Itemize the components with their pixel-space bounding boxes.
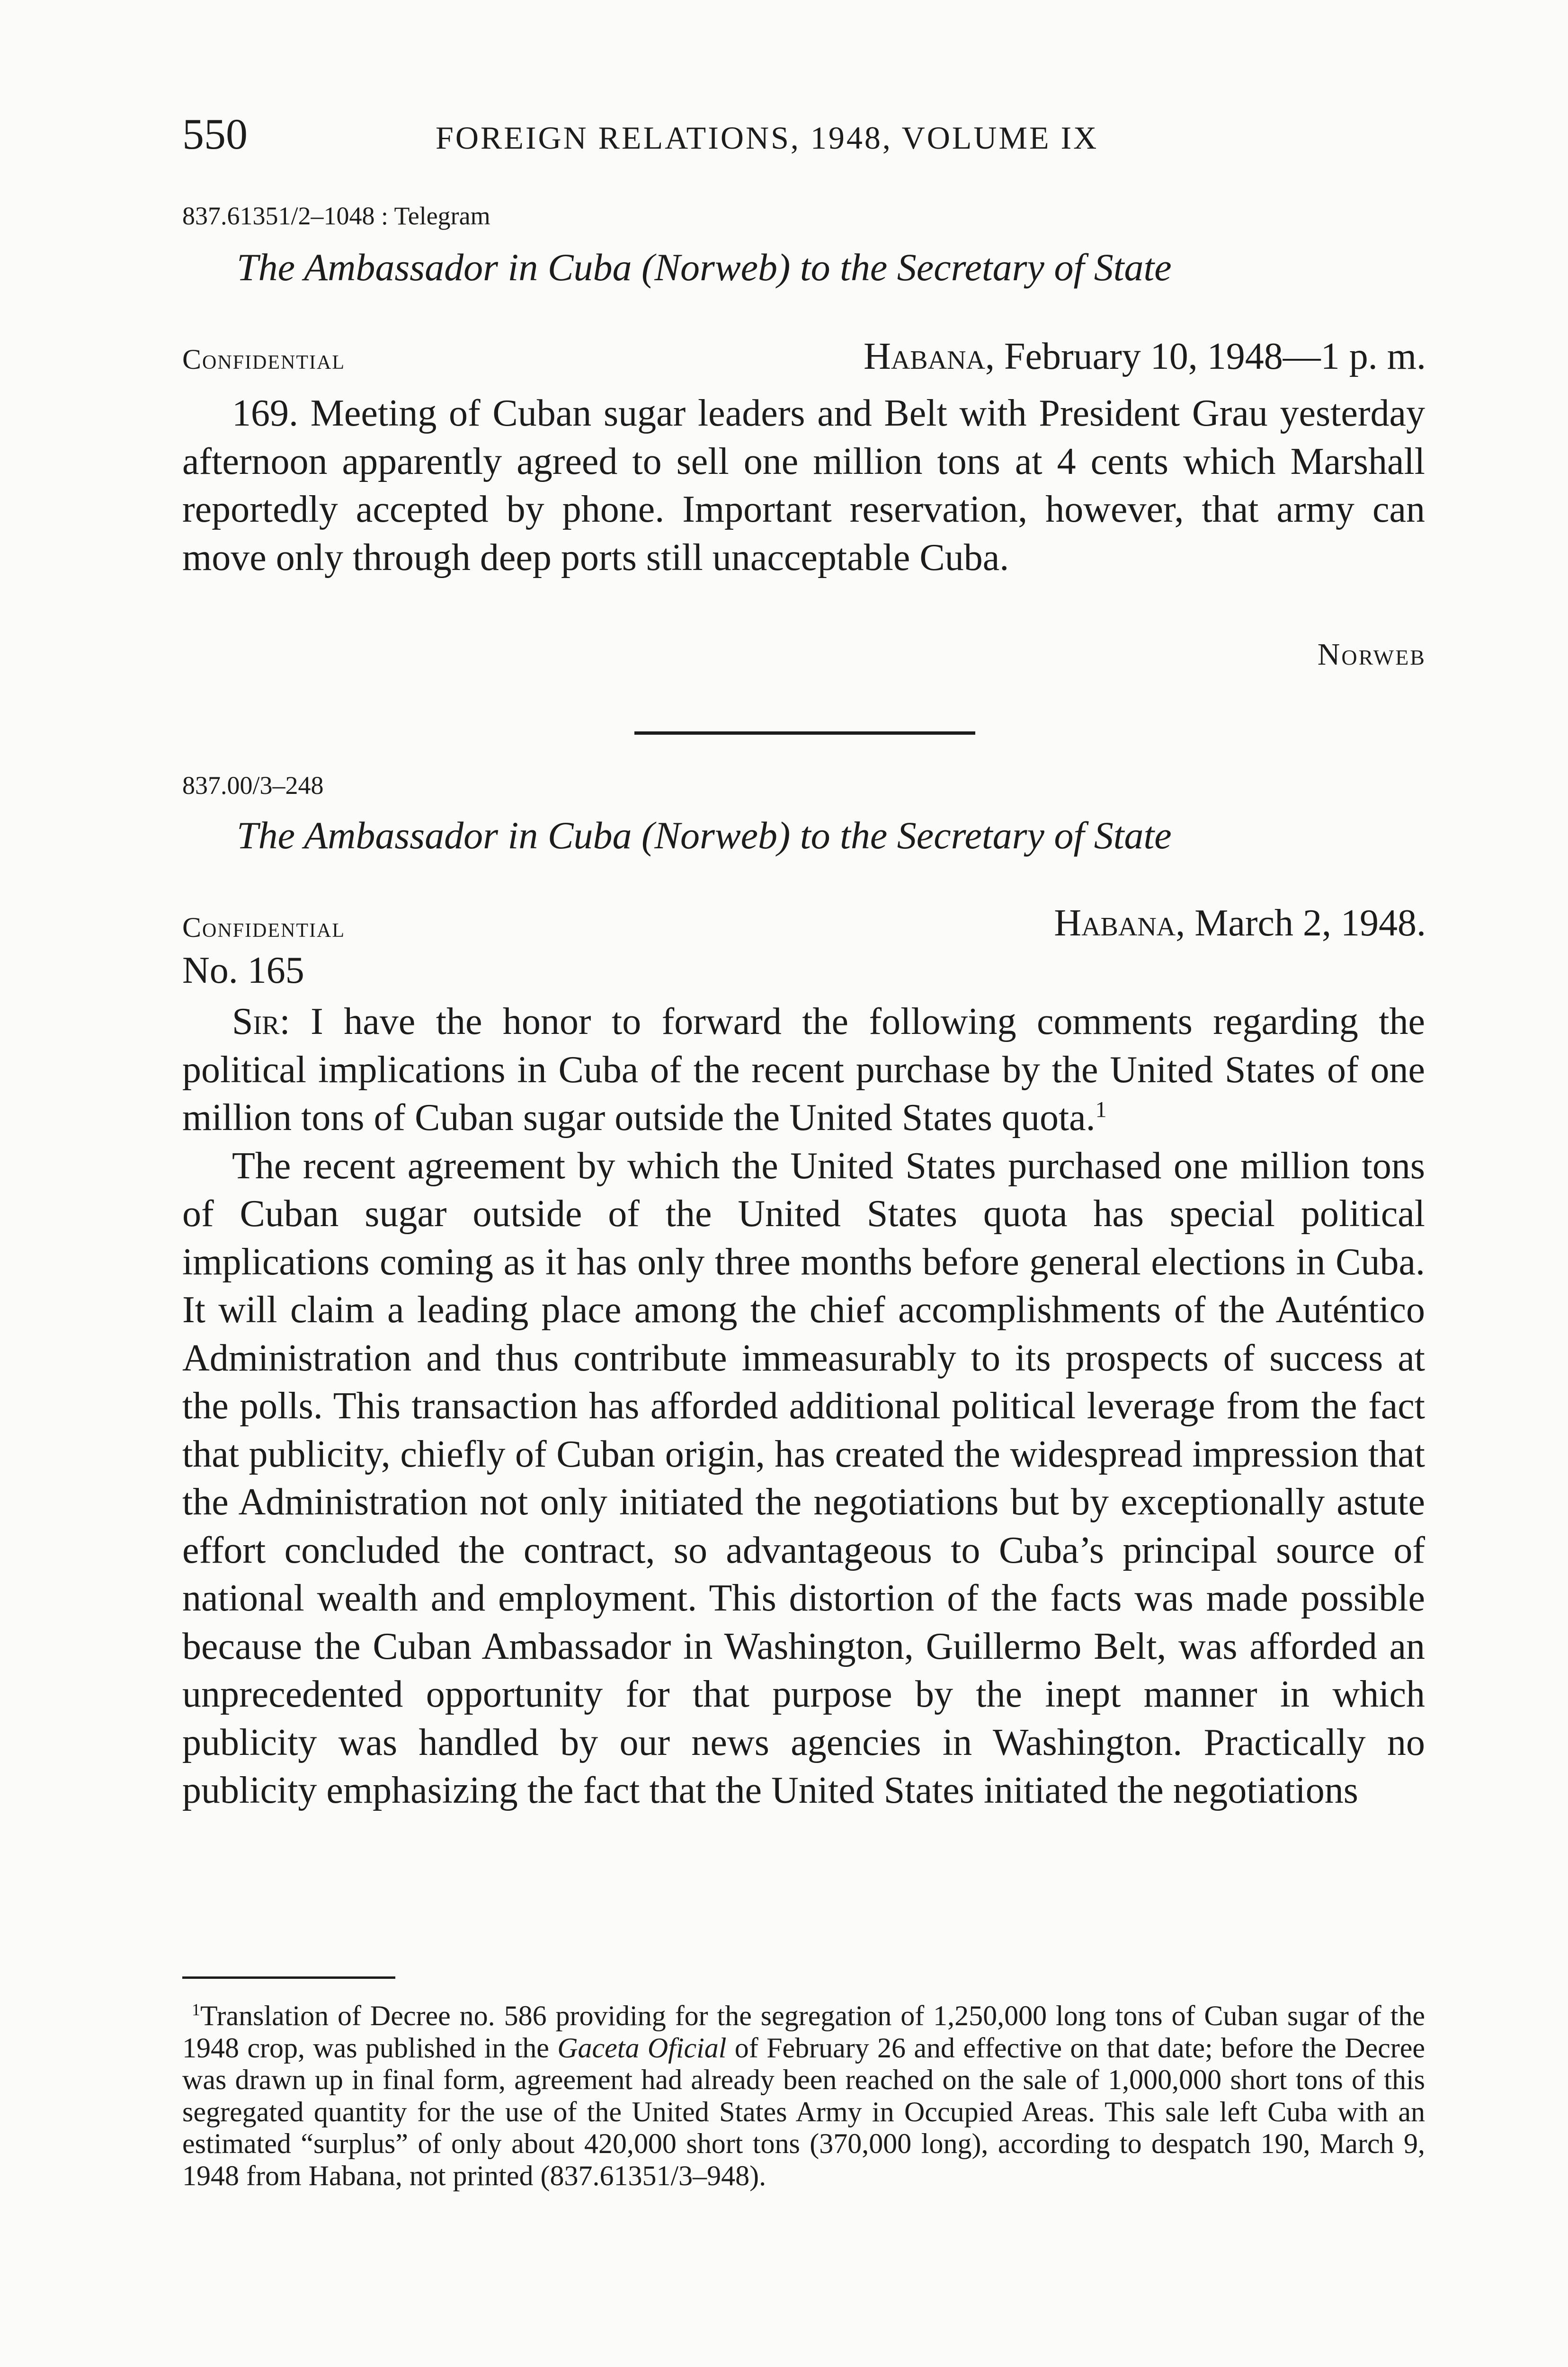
dateline-place-1: Habana — [864, 336, 985, 377]
footnote-text-before: Translation of Decree no. 586 providing for the segregation of 1,250,000 long tons of Cuban sugar of the 1948 crop, was published in the — [182, 2000, 1425, 2064]
classification-2: Confidential — [182, 912, 345, 943]
footnote-text-after: of February 26 and effective on that date; before the Decree was drawn up in final form, agreement had already been reached on the sale of 1,000,000 short tons of this segregated quantity for the use of the United States Army in Occupied Areas. This sale left Cuba with an estimated “surplus” of only about 420,000 short tons (370,000 long), according to despatch 190, March 9, 1948 from Habana, not printed (837.61351/3–948). — [182, 2032, 1425, 2191]
footnote-reference: 1 — [1095, 1097, 1107, 1122]
footnote-publication: Gaceta Oficial — [557, 2032, 727, 2064]
dateline-1 — [864, 335, 1426, 378]
dateline-date-2: , March 2, 1948. — [1176, 902, 1426, 944]
page-number: 550 — [182, 110, 248, 158]
despatch-number: No. 165 — [182, 950, 304, 991]
running-title: FOREIGN RELATIONS, 1948, VOLUME IX — [436, 120, 1099, 156]
document-title-1: The Ambassador in Cuba (Norweb) to the Secretary of State — [237, 246, 1172, 289]
footnote-paragraph — [182, 2000, 1425, 2192]
dateline-date-1: , February 10, 1948—1 p. m. — [985, 336, 1426, 377]
dateline-2 — [1054, 902, 1426, 945]
file-reference-1: 837.61351/2–1048 : Telegram — [182, 202, 490, 230]
despatch-body — [182, 998, 1425, 1815]
despatch-paragraph-2: The recent agreement by which the United States purchased one million tons of Cuban sugar outside of the United States quota has special political implications coming as it has only three months before general elections in Cuba. It will claim a leading place among the chief accomplishments of the Auténtico Administration and thus contribute immeasurably to its prospects of success at the polls. This transaction has afforded additional political leverage from the fact that publicity, chiefly of Cuban origin, has created the widespread impression that the Administration not only initiated the negotiations but by exceptionally astute effort concluded the contract, so advantageous to Cuba’s principal source of national wealth and employment. This distortion of the facts was made possible because the Cuban Ambassador in Washington, Guillermo Belt, was afforded an unprecedented opportunity for that purpose by the inept manner in which publicity was handled by our news agencies in Washington. Practically no publicity emphasizing the fact that the United States initiated the negotiations — [182, 1145, 1425, 1811]
telegram-paragraph: 169. Meeting of Cuban sugar leaders and Belt with President Grau yesterday afternoon apparently agreed to sell one million tons at 4 cents which Marshall reportedly accepted by phone. Important reservation, however, that army can move only through deep ports still unacceptable Cuba. — [182, 392, 1425, 578]
paragraph-1-text: : I have the honor to forward the following comments regarding the political implications in Cuba of the recent purchase by the United States of one million tons of Cuban sugar outside the United States quota. — [182, 1001, 1425, 1139]
document-title-2: The Ambassador in Cuba (Norweb) to the Secretary of State — [237, 814, 1172, 857]
telegram-body — [182, 390, 1425, 582]
footnote-rule — [182, 1976, 395, 1979]
footnote — [182, 2000, 1425, 2192]
salutation: Sir — [232, 1001, 280, 1042]
dateline-place-2: Habana — [1054, 902, 1176, 944]
footnote-marker: 1 — [192, 2000, 200, 2019]
classification-1: Confidential — [182, 344, 345, 375]
despatch-paragraph-1 — [182, 998, 1425, 1142]
signature-1: Norweb — [1317, 637, 1426, 672]
section-divider — [634, 731, 975, 735]
running-head — [182, 109, 1432, 161]
file-reference-2: 837.00/3–248 — [182, 771, 324, 800]
